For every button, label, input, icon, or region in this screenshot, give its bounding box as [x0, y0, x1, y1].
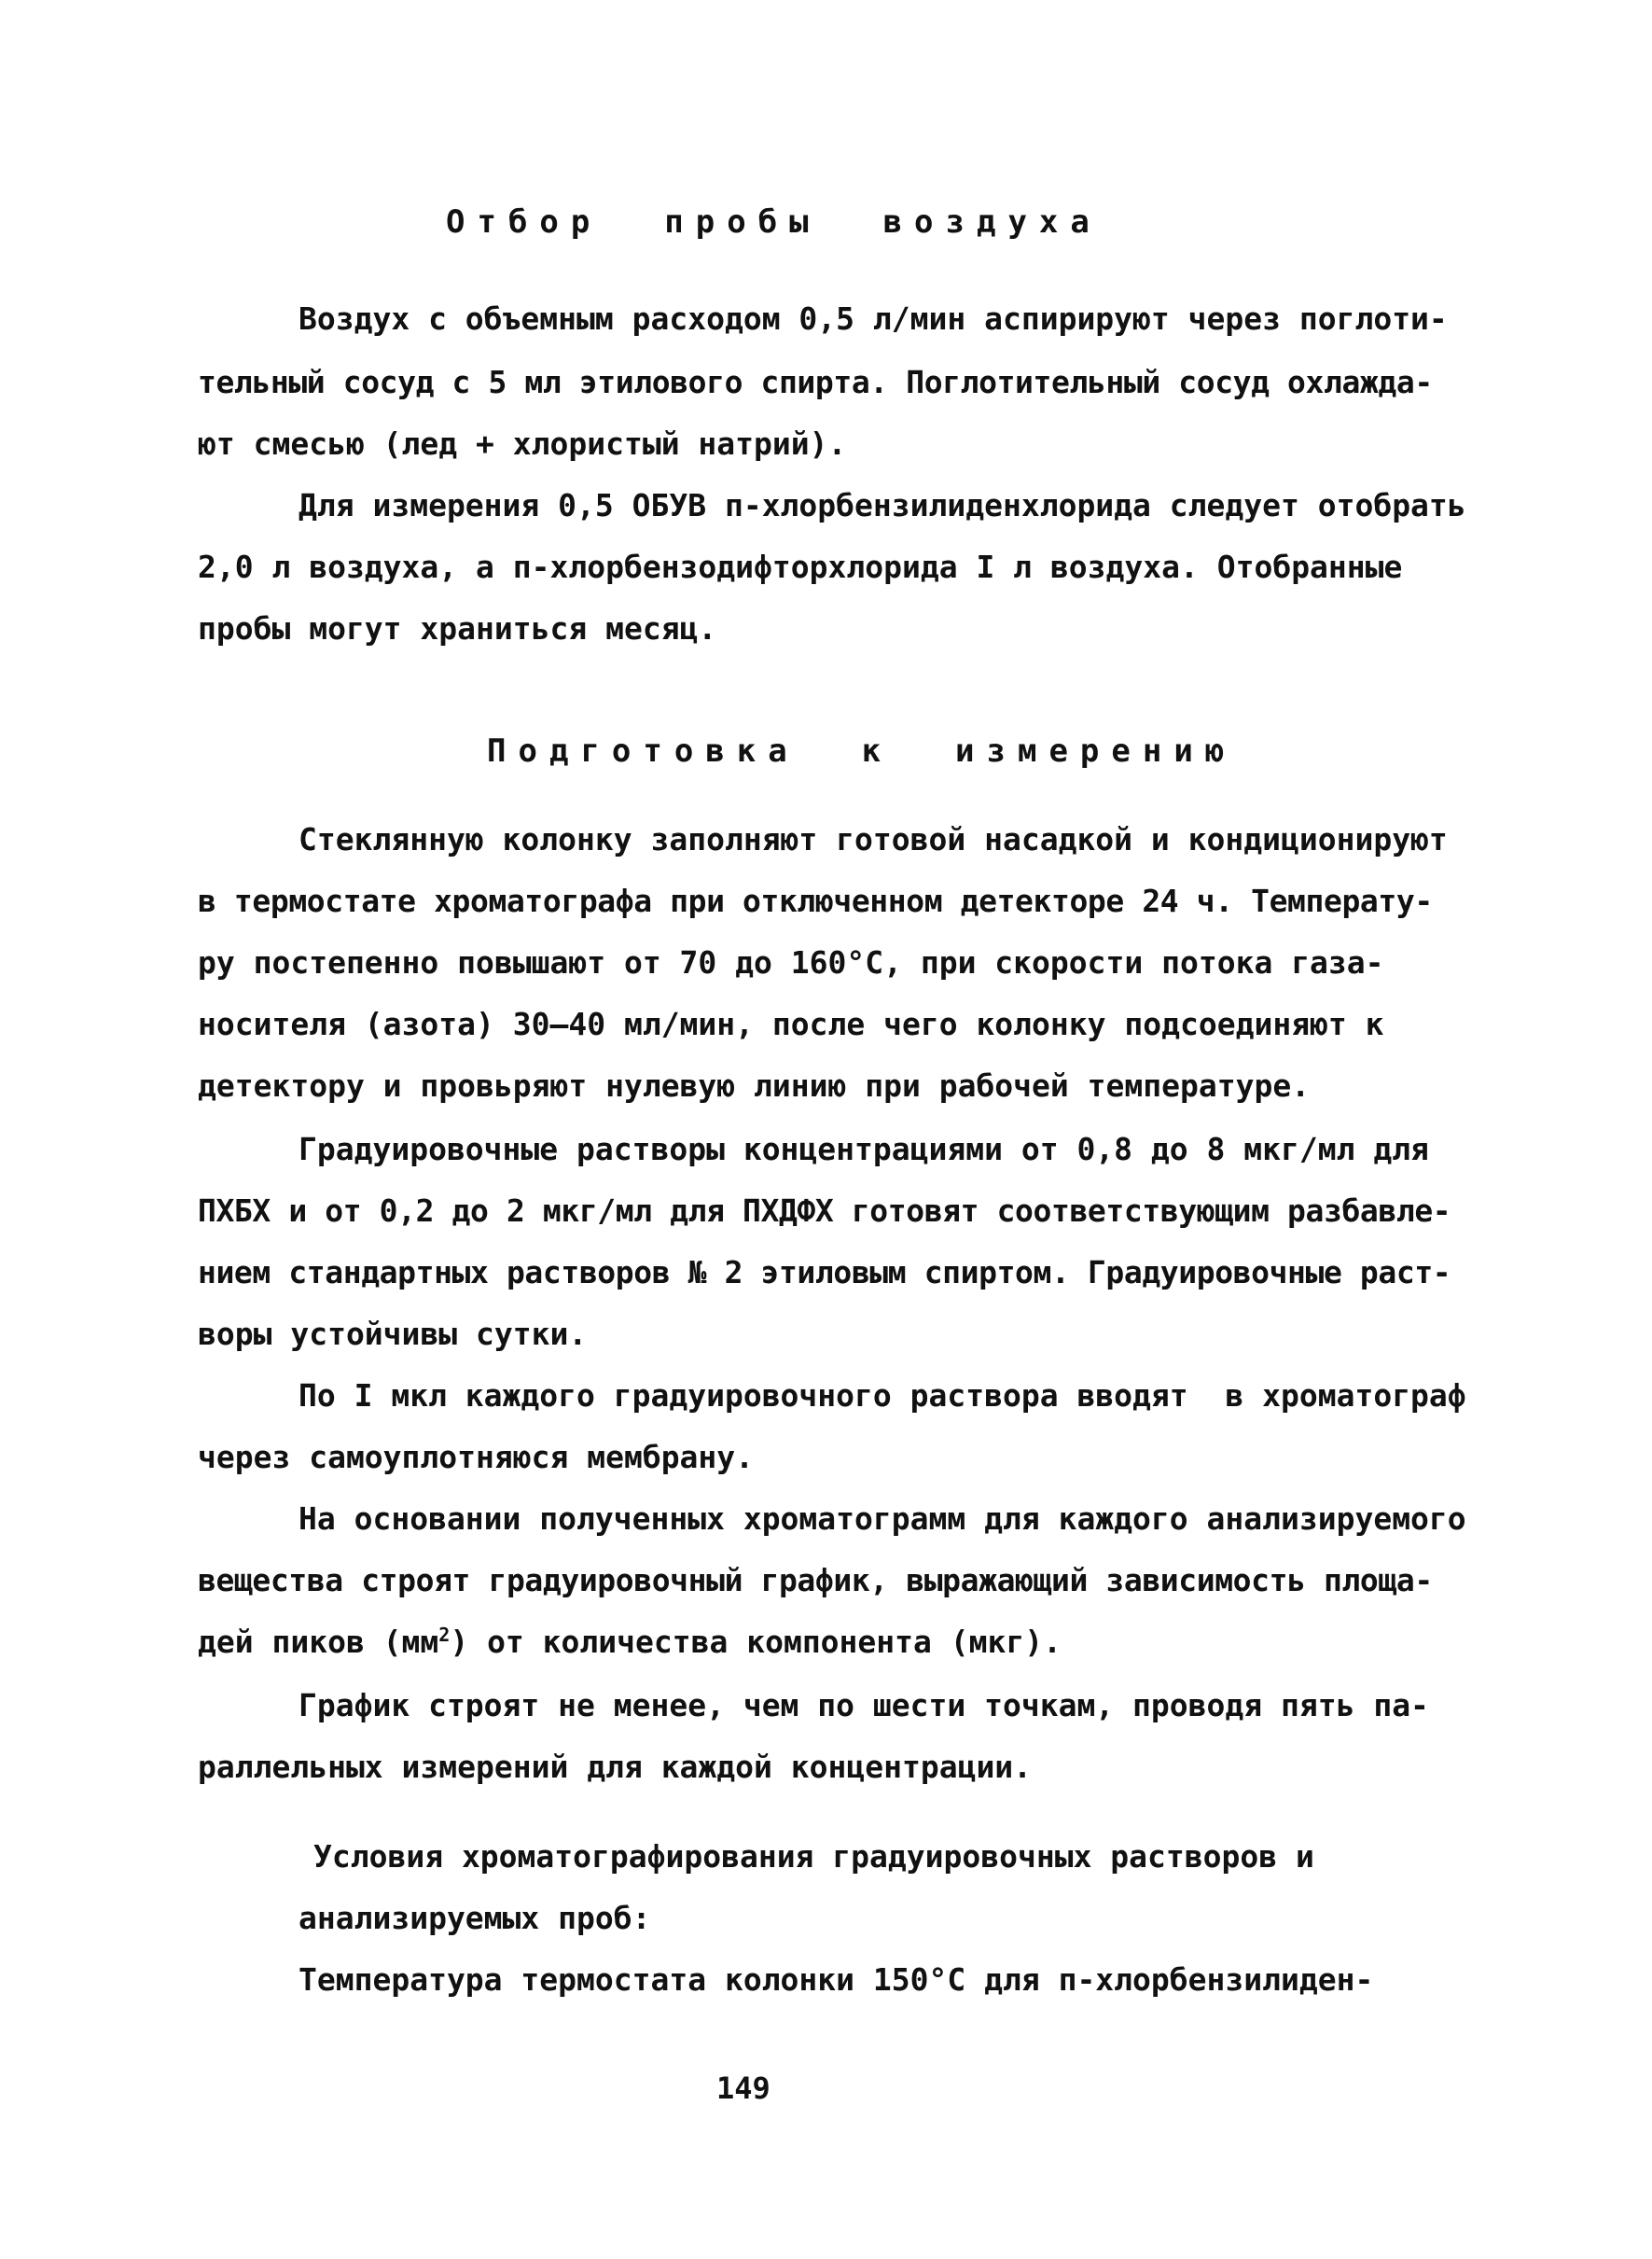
section-heading-air-sampling: Отбор пробы воздуха: [446, 203, 1102, 241]
paragraph-line: раллельных измерений для каждой концентрации.: [198, 1749, 1033, 1785]
paragraph-line: Воздух с объемным расходом 0,5 л/мин аспирируют через поглоти-: [298, 300, 1448, 337]
paragraph-line: тельный сосуд с 5 мл этилового спирта. Поглотительный сосуд охлажда-: [198, 364, 1433, 400]
paragraph-line: вещества строят градуировочный график, выражающий зависимость площа-: [198, 1562, 1433, 1598]
paragraph-line: По I мкл каждого градуировочного раствора вводят в хроматограф: [298, 1377, 1466, 1414]
page-number: 149: [716, 2071, 770, 2106]
superscript: 2: [438, 1624, 451, 1646]
paragraph-line: [198, 1624, 1062, 1661]
paragraph-line: пробы могут храниться месяц.: [198, 610, 717, 647]
paragraph-line: Градуировочные растворы концентрациями от 0,8 до 8 мкг/мл для: [298, 1131, 1429, 1167]
conditions-heading-line: Условия хроматографирования градуировочных растворов и: [313, 1838, 1314, 1875]
text-fragment: ) от количества компонента (мкг).: [450, 1624, 1062, 1660]
conditions-heading-line: анализируемых проб:: [298, 1900, 651, 1936]
paragraph-line: воры устойчивы сутки.: [198, 1316, 588, 1352]
text-fragment: дей пиков (мм: [198, 1624, 439, 1660]
paragraph-line: через самоуплотняюся мембрану.: [198, 1439, 755, 1475]
paragraph-line: нием стандартных растворов № 2 этиловым спиртом. Градуировочные раст-: [198, 1254, 1451, 1290]
paragraph-line: в термостате хроматографа при отключенном детекторе 24 ч. Температу-: [198, 883, 1433, 919]
paragraph-line: ру постепенно повышают от 70 до 160°С, при скорости потока газа-: [198, 944, 1384, 981]
conditions-line: Температура термостата колонки 150°С для п-хлорбензилиден-: [298, 1961, 1374, 1998]
paragraph-line: График строят не менее, чем по шести точкам, проводя пять па-: [298, 1687, 1429, 1723]
paragraph-line: На основании полученных хроматограмм для каждого анализируемого: [298, 1500, 1466, 1537]
paragraph-line: ют смесью (лед + хлористый натрий).: [198, 425, 847, 462]
paragraph-line: Стеклянную колонку заполняют готовой насадкой и кондиционируют: [298, 821, 1448, 858]
paragraph-line: 2,0 л воздуха, а п-хлорбензодифторхлорида I л воздуха. Отобранные: [198, 549, 1403, 585]
paragraph-line: Для измерения 0,5 ОБУВ п-хлорбензилиденхлорида следует отобрать: [298, 487, 1466, 523]
paragraph-line: детектору и провьряют нулевую линию при рабочей температуре.: [198, 1067, 1311, 1104]
paragraph-line: ПХБХ и от 0,2 до 2 мкг/мл для ПХДФХ готовят соответствующим разбавле-: [198, 1192, 1451, 1229]
section-heading-preparation: Подготовка к измерению: [487, 732, 1237, 770]
paragraph-line: носителя (азота) 30–40 мл/мин, после чего колонку подсоединяют к: [198, 1006, 1384, 1042]
